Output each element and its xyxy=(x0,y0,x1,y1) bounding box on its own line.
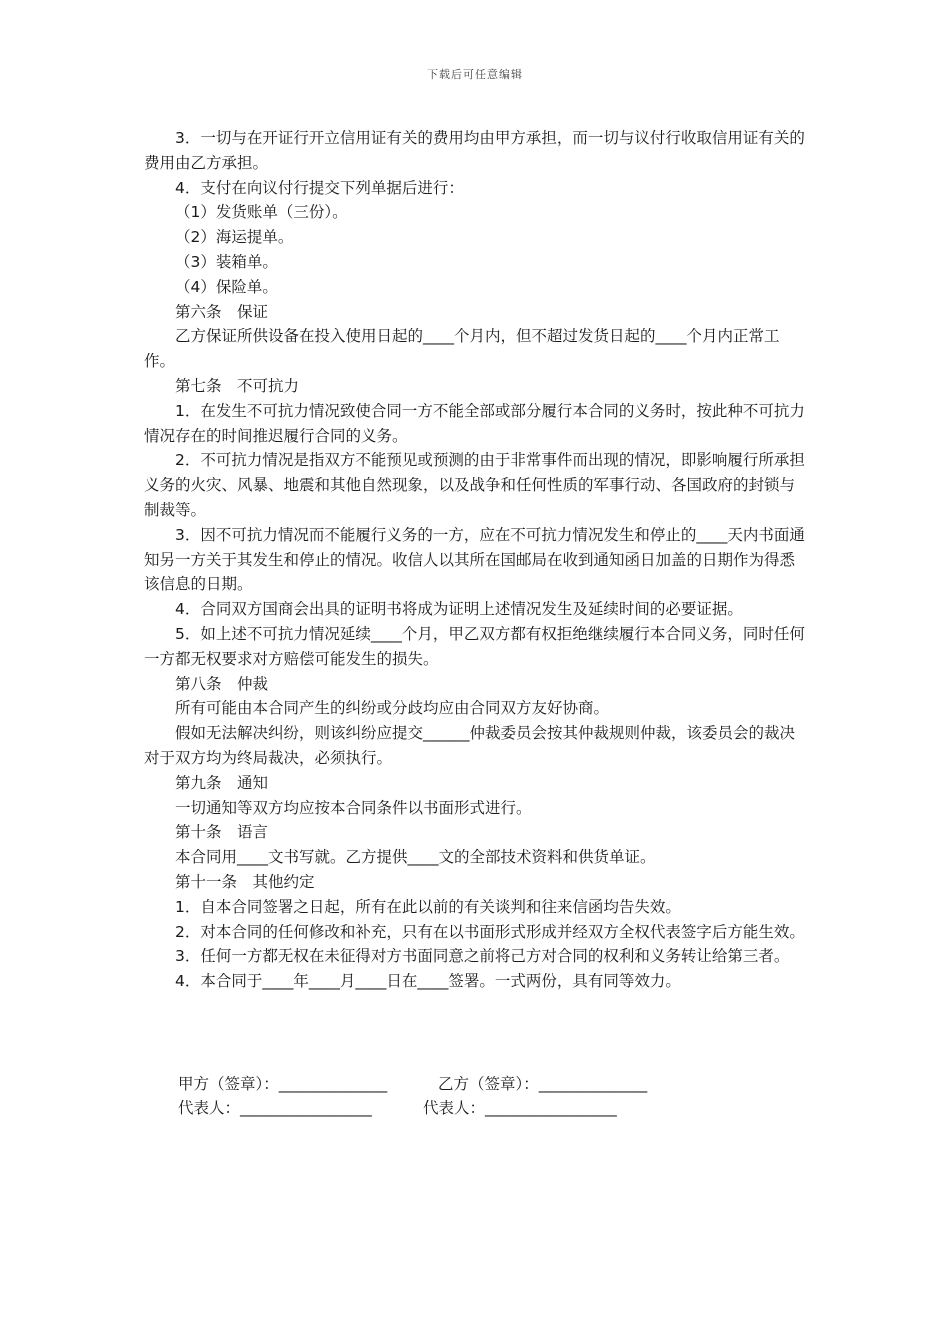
paragraph: 1．在发生不可抗力情况致使合同一方不能全部或部分履行本合同的义务时，按此种不可抗力情况存在的时间推迟履行合同的义务。 xyxy=(144,401,805,445)
party-b-representative: 代表人：_________________ xyxy=(423,1099,617,1117)
paragraph: 2．不可抗力情况是指双方不能预见或预测的由于非常事件而出现的情况，即影响履行所承担义务的火灾、风暴、地震和其他自然现象，以及战争和任何性质的军事行动、各国政府的封锁与制裁等。 xyxy=(144,451,805,519)
paragraph: 5．如上述不可抗力情况延续____个月，甲乙双方都有权拒绝继续履行本合同义务，同时任何一方都无权要求对方赔偿可能发生的损失。 xyxy=(144,624,805,668)
section-heading: 第六条 保证 xyxy=(175,302,269,321)
paragraph: 1．自本合同签署之日起，所有在此以前的有关谈判和往来信函均告失效。 xyxy=(175,897,681,916)
paragraph: （4）保险单。 xyxy=(175,277,278,296)
paragraph: （1）发货账单（三份）。 xyxy=(175,203,348,222)
paragraph: 乙方保证所供设备在投入使用日起的____个月内，但不超过发货日起的____个月内正常工作。 xyxy=(144,327,780,371)
paragraph: 4．合同双方国商会出具的证明书将成为证明上述情况发生及延续时间的必要证据。 xyxy=(175,600,743,619)
paragraph: 2．对本合同的任何修改和补充，只有在以书面形式形成并经双方全权代表签字后方能生效。 xyxy=(175,922,805,941)
section-heading: 第九条 通知 xyxy=(175,773,269,792)
paragraph: 3．任何一方都无权在未征得对方书面同意之前将己方对合同的权利和义务转让给第三者。 xyxy=(175,947,790,966)
signature-row-parties xyxy=(178,1072,647,1096)
contract-body xyxy=(144,126,808,994)
paragraph: 一切通知等双方均应按本合同条件以书面形式进行。 xyxy=(175,798,532,817)
paragraph: 3．一切与在开证行开立信用证有关的费用均由甲方承担，而一切与议付行收取信用证有关的费用由乙方承担。 xyxy=(144,129,805,172)
paragraph: 4．支付在向议付行提交下列单据后进行： xyxy=(175,178,464,197)
section-heading: 第十一条 其他约定 xyxy=(175,872,315,891)
paragraph: 假如无法解决纠纷，则该纠纷应提交______仲裁委员会按其仲裁规则仲裁，该委员会的裁决对于双方均为终局裁决，必须执行。 xyxy=(144,724,796,767)
paragraph: 所有可能由本合同产生的纠纷或分歧均应由合同双方友好协商。 xyxy=(175,699,610,718)
paragraph: （2）海运提单。 xyxy=(175,228,294,247)
section-heading: 第十条 语言 xyxy=(175,823,269,842)
paragraph: 本合同用____文书写就。乙方提供____文的全部技术资料和供货单证。 xyxy=(175,848,656,867)
paragraph: 4．本合同于____年____月____日在____签署。一式两份，具有同等效力。 xyxy=(175,972,681,991)
paragraph: 3．因不可抗力情况而不能履行义务的一方，应在不可抗力情况发生和停止的____天内书面通知另一方关于其发生和停止的情况。收信人以其所在国邮局在收到通知函日加盖的日期作为得悉该信息的日期。 xyxy=(144,525,805,594)
paragraph: （3）装箱单。 xyxy=(175,252,278,271)
section-heading: 第七条 不可抗力 xyxy=(175,376,300,395)
signature-row-representatives xyxy=(178,1096,617,1120)
party-a-signature: 甲方（签章）：______________ xyxy=(178,1075,388,1093)
section-heading: 第八条 仲裁 xyxy=(175,674,269,693)
party-a-representative: 代表人：_________________ xyxy=(178,1099,372,1117)
party-b-signature: 乙方（签章）：______________ xyxy=(438,1075,648,1093)
page-header: 下载后可任意编辑 xyxy=(427,68,523,81)
